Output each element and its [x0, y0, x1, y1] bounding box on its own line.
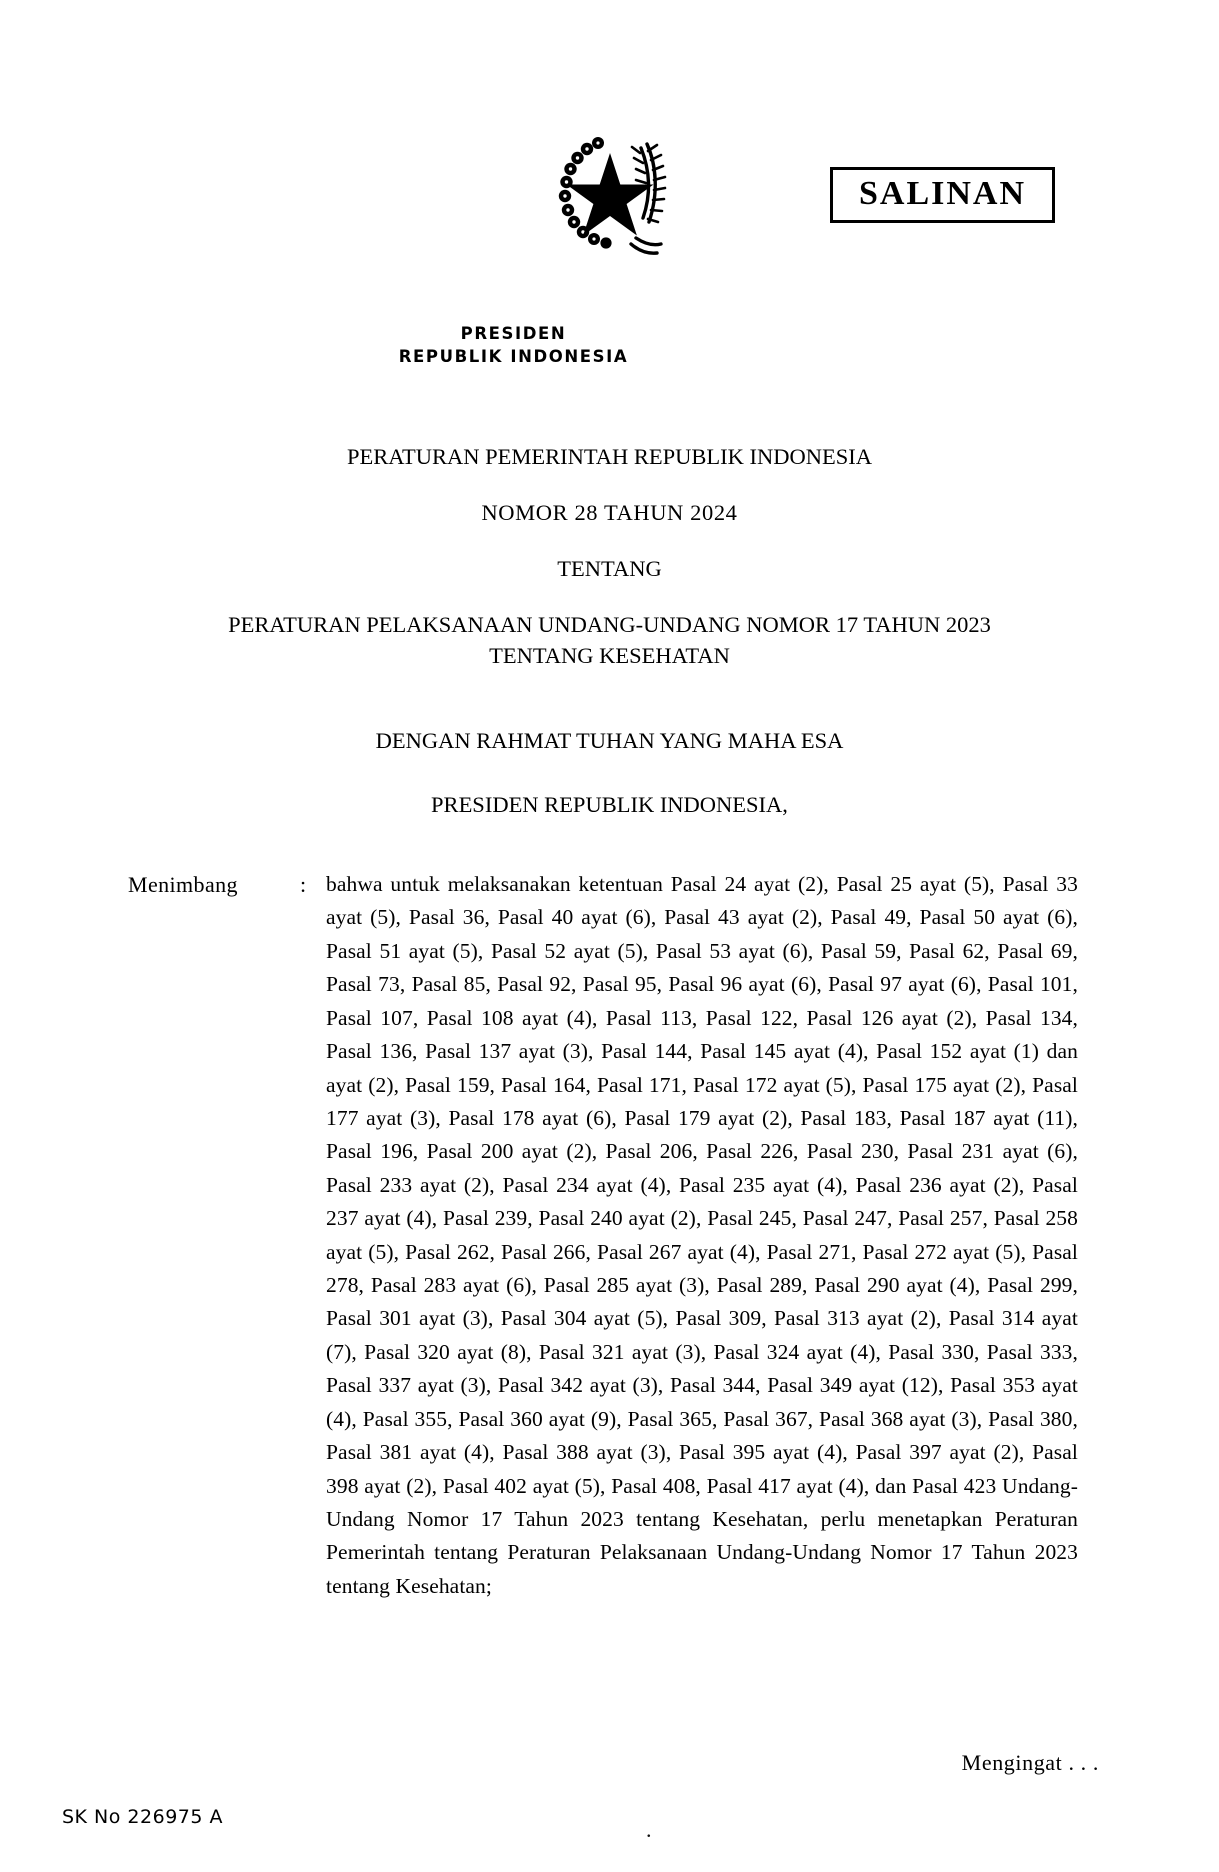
document-title	[0, 442, 1219, 671]
blessing-line: DENGAN RAHMAT TUHAN YANG MAHA ESA	[375, 728, 844, 753]
considerans-section	[0, 868, 1219, 1603]
signatory-heading: PRESIDEN REPUBLIK INDONESIA,	[431, 792, 788, 818]
institution-line-2: REPUBLIK INDONESIA	[398, 347, 629, 367]
institution-line-1: PRESIDEN	[460, 324, 567, 343]
status-badge-salinan: SALINAN	[830, 167, 1055, 223]
footer-center-mark: .	[646, 1817, 652, 1842]
catchword-next-page: Mengingat . . .	[961, 1750, 1099, 1775]
title-line-2: NOMOR 28 TAHUN 2024	[481, 500, 738, 526]
considerans-row	[0, 868, 1219, 1603]
garuda-pancasila-emblem	[535, 118, 685, 268]
footer-document-code: SK No 226975 A	[62, 1806, 224, 1828]
preamble-heading	[0, 726, 1219, 820]
considerans-colon: :	[300, 872, 307, 897]
title-line-3: TENTANG	[557, 556, 662, 582]
title-line-1: PERATURAN PEMERINTAH REPUBLIK INDONESIA	[346, 444, 873, 469]
institution-heading	[0, 322, 1219, 369]
considerans-label: Menimbang	[128, 872, 238, 897]
considerans-paragraph: bahwa untuk melaksanakan ketentuan Pasal 24 ayat (2), Pasal 25 ayat (5), Pasal 33 ayat (5), Pasal 36, Pasal 40 ayat (6), Pasal 43 ayat (2), Pasal 49, Pasal 50 ayat (6), Pasal 51 ayat (5), Pasal 52 ayat (5), Pasal 53 ayat (6), Pasal 59, Pasal 62, Pasal 69, Pasal 73, Pasal 85, Pasal 92, Pasal 95, Pasal 96 ayat (6), Pasal 97 ayat (6), Pasal 101, Pasal 107, Pasal 108 ayat (4), Pasal 113, Pasal 122, Pasal 126 ayat (2), Pasal 134, Pasal 136, Pasal 137 ayat (3), Pasal 144, Pasal 145 ayat (4), Pasal 152 ayat (1) dan ayat (2), Pasal 159, Pasal 164, Pasal 171, Pasal 172 ayat (5), Pasal 175 ayat (2), Pasal 177 ayat (3), Pasal 178 ayat (6), Pasal 179 ayat (2), Pasal 183, Pasal 187 ayat (11), Pasal 196, Pasal 200 ayat (2), Pasal 206, Pasal 226, Pasal 230, Pasal 231 ayat (6), Pasal 233 ayat (2), Pasal 234 ayat (4), Pasal 235 ayat (4), Pasal 236 ayat (2), Pasal 237 ayat (4), Pasal 239, Pasal 240 ayat (2), Pasal 245, Pasal 247, Pasal 257, Pasal 258 ayat (5), Pasal 262, Pasal 266, Pasal 267 ayat (4), Pasal 271, Pasal 272 ayat (5), Pasal 278, Pasal 283 ayat (6), Pasal 285 ayat (3), Pasal 289, Pasal 290 ayat (4), Pasal 299, Pasal 301 ayat (3), Pasal 304 ayat (5), Pasal 309, Pasal 313 ayat (2), Pasal 314 ayat (7), Pasal 320 ayat (8), Pasal 321 ayat (3), Pasal 324 ayat (4), Pasal 330, Pasal 333, Pasal 337 ayat (3), Pasal 342 ayat (3), Pasal 344, Pasal 349 ayat (12), Pasal 353 ayat (4), Pasal 355, Pasal 360 ayat (9), Pasal 365, Pasal 367, Pasal 368 ayat (3), Pasal 380, Pasal 381 ayat (4), Pasal 388 ayat (3), Pasal 395 ayat (4), Pasal 397 ayat (2), Pasal 398 ayat (2), Pasal 402 ayat (5), Pasal 408, Pasal 417 ayat (4), dan Pasal 423 Undang-Undang Nomor 17 Tahun 2023 tentang Kesehatan, perlu menetapkan Peraturan Pemerintah tentang Peraturan Pelaksanaan Undang-Undang Nomor 17 Tahun 2023 tentang Kesehatan;	[326, 872, 1078, 1598]
considerans-text	[326, 868, 1078, 1603]
title-line-5: TENTANG KESEHATAN	[489, 642, 730, 668]
title-line-4: PERATURAN PELAKSANAAN UNDANG-UNDANG NOMOR 17 TAHUN 2023	[228, 612, 991, 638]
